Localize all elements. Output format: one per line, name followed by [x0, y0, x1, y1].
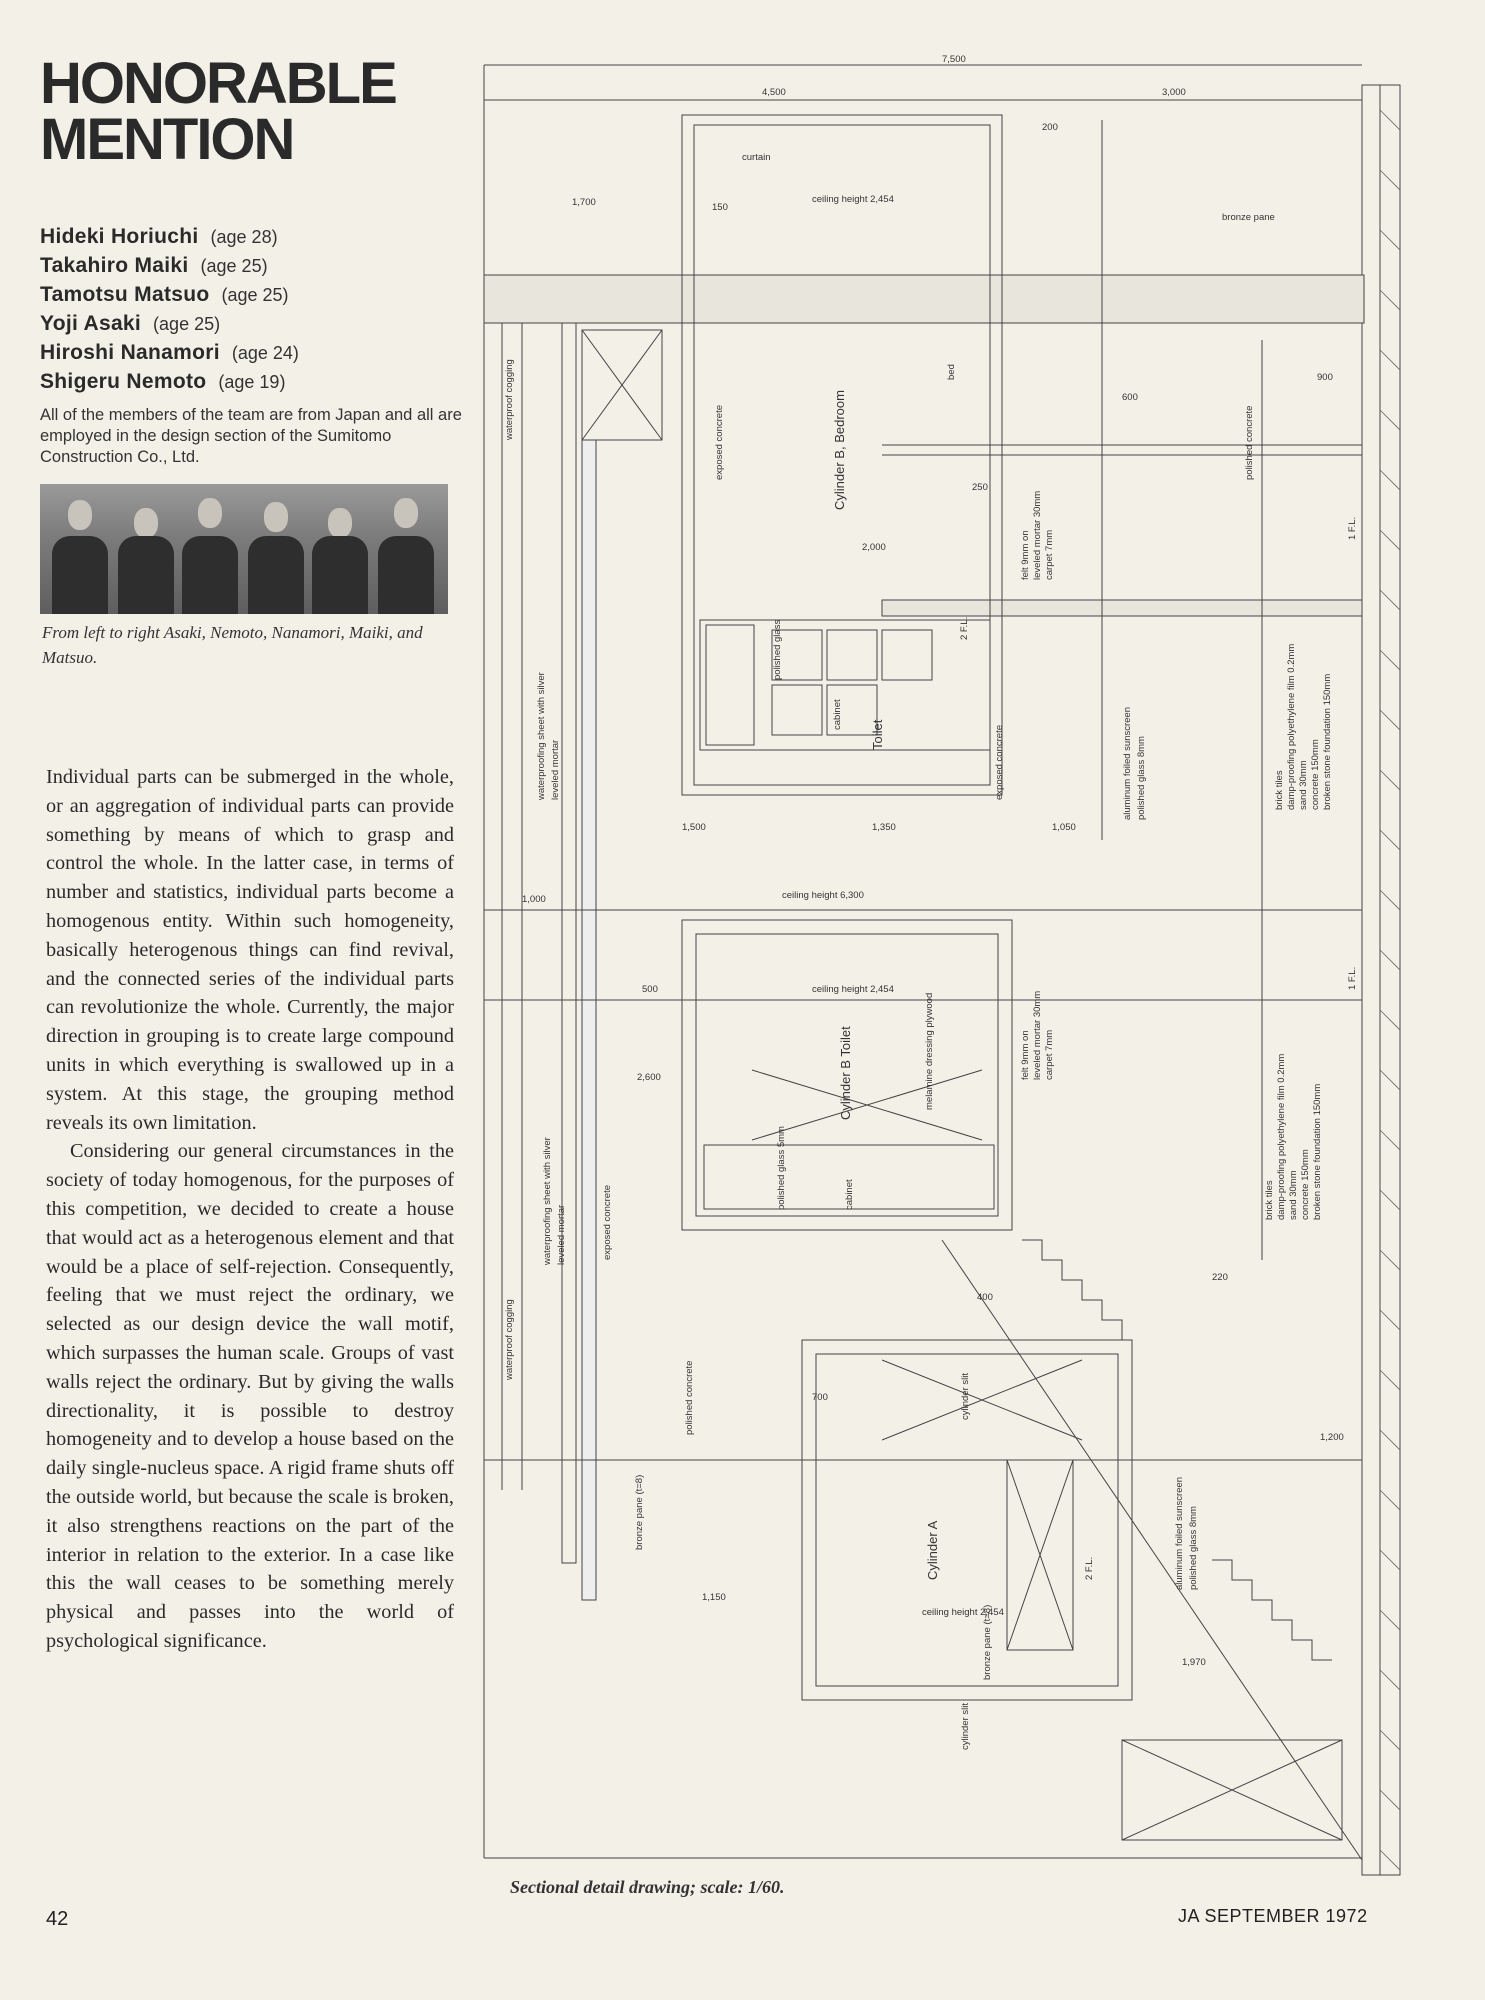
- person-figure: [118, 502, 174, 614]
- body-paragraph: Considering our general circumstances in the society of today homogenous, for the purposes of this competition, we decided to create a house that would act as a heterogenous element and that would be a place of self-rejection. Consequently, feeling that we must reject the ordinary, we selected as our design device the wall motif, which surpasses the human scale. Groups of vast walls reject the ordinary. But by giving the walls directionality, it is possible to destroy homogeneity and to develop a house based on the daily single-nucleus space. A rigid frame shuts off the outside world, but because the scale is broken, it also strengthens reactions on the part of the interior in relation to the exterior. In a case like this the wall ceases to be something merely physical and passes into the world of psychological significance.: [46, 1140, 454, 1652]
- heading-line-1: HONORABLE: [40, 51, 396, 116]
- material-label: cylinder slit: [960, 1373, 971, 1420]
- material-label: curtain: [742, 152, 771, 163]
- sectional-detail-drawing: [482, 40, 1422, 1890]
- dim-label: 1,350: [872, 822, 896, 833]
- foundation-label: concrete 150mm: [1300, 1149, 1311, 1220]
- dim-label: 220: [1212, 1272, 1228, 1283]
- dim-label: 4,500: [762, 87, 786, 98]
- floor-finish-label: carpet 7mm: [1044, 1029, 1055, 1080]
- material-label: polished glass 5mm: [776, 1126, 787, 1210]
- floor-finish-label: carpet 7mm: [1044, 529, 1055, 580]
- foundation-label: brick tiles: [1274, 770, 1285, 810]
- member-name: Yoji Asaki: [40, 312, 142, 335]
- team-member: [40, 367, 480, 396]
- photo-caption: From left to right Asaki, Nemoto, Nanamori, Maiki, and Matsuo.: [42, 623, 423, 667]
- ceiling-height-label: ceiling height 6,300: [782, 890, 864, 901]
- dim-label: 700: [812, 1392, 828, 1403]
- material-label: waterproofing sheet with silver: [536, 672, 547, 800]
- material-label: melamine dressing plywood: [924, 992, 935, 1110]
- room-label-cylinder-a: Cylinder A: [925, 1520, 940, 1580]
- person-figure: [312, 502, 368, 614]
- team-list: [40, 222, 480, 396]
- dim-label: 2,000: [862, 542, 886, 553]
- foundation-label: sand 30mm: [1288, 1170, 1299, 1220]
- member-name: Hideki Horiuchi: [40, 225, 199, 248]
- drawing-caption: Sectional detail drawing; scale: 1/60.: [510, 1877, 785, 1897]
- foundation-label: damp-proofing polyethylene film 0.2mm: [1276, 1053, 1287, 1220]
- member-name: Tamotsu Matsuo: [40, 283, 210, 306]
- member-name: Takahiro Maiki: [40, 254, 189, 277]
- page-number: 42: [46, 1908, 69, 1930]
- team-member: [40, 251, 480, 280]
- dim-label: 900: [1317, 372, 1333, 383]
- material-label: bed: [946, 364, 957, 380]
- person-figure: [248, 498, 304, 614]
- floor-level-label: 1 F.L.: [1347, 966, 1358, 990]
- member-name: Hiroshi Nanamori: [40, 341, 220, 364]
- person-figure: [182, 496, 238, 614]
- dim-label: 1,050: [1052, 822, 1076, 833]
- dim-label: 1,000: [522, 894, 546, 905]
- dim-label: 150: [712, 202, 728, 213]
- member-age: (age 25): [200, 256, 268, 276]
- room-label-toilet-b: Cylinder B Toilet: [838, 1026, 853, 1120]
- material-label: exposed concrete: [602, 1185, 613, 1260]
- team-member: [40, 280, 480, 309]
- floor-finish-label: leveled mortar 30mm: [1032, 990, 1043, 1080]
- material-label: bronze pane: [1222, 212, 1275, 223]
- floor-finish-label: leveled mortar 30mm: [1032, 490, 1043, 580]
- floor-finish-label: felt 9mm on: [1020, 1030, 1031, 1080]
- room-label-toilet: Toilet: [870, 719, 885, 750]
- floor-level-label: 2 F.L.: [1084, 1556, 1095, 1580]
- material-label: cylinder slit: [960, 1703, 971, 1750]
- dim-label: 1,200: [1320, 1432, 1344, 1443]
- foundation-label: damp-proofing polyethylene film 0.2mm: [1286, 643, 1297, 810]
- dim-label: 400: [977, 1292, 993, 1303]
- heading-line-2: MENTION: [40, 107, 294, 172]
- team-member: [40, 309, 480, 338]
- material-label: polished concrete: [1244, 405, 1255, 480]
- floor-level-label: 2 F.L.: [959, 616, 970, 640]
- material-label: waterproof cogging: [504, 359, 515, 440]
- ceiling-height-label: ceiling height 2,454: [922, 1607, 1004, 1618]
- team-note: All of the members of the team are from Japan and all are employed in the design section of the Sumitomo Construction Co., Ltd.: [40, 406, 462, 466]
- foundation-label: concrete 150mm: [1310, 739, 1321, 810]
- material-label: polished concrete: [684, 1360, 695, 1435]
- member-age: (age 28): [210, 227, 278, 247]
- ceiling-height-label: ceiling height 2,454: [812, 984, 894, 995]
- material-label: polished glass: [772, 619, 783, 680]
- material-label: waterproof cogging: [504, 1299, 515, 1380]
- article-body: [46, 763, 454, 1656]
- material-label: leveled mortar: [550, 739, 561, 800]
- ceiling-height-label: ceiling height 2,454: [812, 194, 894, 205]
- material-label: bronze pane (t=8): [982, 1604, 993, 1680]
- team-photo: [40, 484, 448, 614]
- member-age: (age 19): [218, 372, 286, 392]
- dim-label: 1,700: [572, 197, 596, 208]
- dim-label: 600: [1122, 392, 1138, 403]
- material-label: cabinet: [832, 699, 843, 730]
- material-label: aluminum foiled sunscreen: [1122, 706, 1133, 820]
- foundation-label: brick tiles: [1264, 1180, 1275, 1220]
- dim-label: 2,600: [637, 1072, 661, 1083]
- dim-label: 1,970: [1182, 1657, 1206, 1668]
- material-label: waterproofing sheet with silver: [542, 1137, 553, 1265]
- dim-label: 3,000: [1162, 87, 1186, 98]
- material-label: bronze pane (t=8): [634, 1474, 645, 1550]
- material-label: polished glass 8mm: [1136, 736, 1147, 820]
- foundation-label: broken stone foundation 150mm: [1312, 1083, 1323, 1220]
- material-label: exposed concrete: [994, 725, 1005, 800]
- dim-label: 500: [642, 984, 658, 995]
- dim-label: 1,150: [702, 1592, 726, 1603]
- material-label: polished glass 8mm: [1188, 1506, 1199, 1590]
- foundation-label: broken stone foundation 150mm: [1322, 673, 1333, 810]
- material-label: aluminum foiled sunscreen: [1174, 1476, 1185, 1590]
- material-label: exposed concrete: [714, 405, 725, 480]
- dim-label: 200: [1042, 122, 1058, 133]
- dim-label: 250: [972, 482, 988, 493]
- member-age: (age 25): [153, 314, 221, 334]
- member-age: (age 24): [231, 343, 299, 363]
- body-paragraph: Individual parts can be submerged in the whole, or an aggregation of individual parts can provide something by means of which to grasp and control the whole. In the latter case, in terms of number and statistics, individual parts become a homogenous entity. Within such homogeneity, basically heterogenous things can find revival, and the connected series of the individual parts can revolutionize the whole. Currently, the major direction in grouping is to create large compound units in which everything is swallowed up in a system. At this stage, the grouping method reveals its own limitation.: [46, 766, 454, 1134]
- person-figure: [378, 496, 434, 614]
- member-name: Shigeru Nemoto: [40, 370, 207, 393]
- material-label: cabinet: [844, 1179, 855, 1210]
- foundation-label: sand 30mm: [1298, 760, 1309, 810]
- dim-label: 7,500: [942, 54, 966, 65]
- material-label: leveled mortar: [556, 1204, 567, 1265]
- floor-level-label: 1 F.L.: [1347, 516, 1358, 540]
- member-age: (age 25): [221, 285, 289, 305]
- issue-footer: JA SEPTEMBER 1972: [1178, 1906, 1368, 1926]
- team-member: [40, 338, 480, 367]
- room-label-bedroom: Cylinder B, Bedroom: [832, 390, 847, 510]
- floor-finish-label: felt 9mm on: [1020, 530, 1031, 580]
- dim-label: 1,500: [682, 822, 706, 833]
- page-heading: [40, 51, 396, 172]
- team-member: [40, 222, 480, 251]
- person-figure: [52, 496, 108, 614]
